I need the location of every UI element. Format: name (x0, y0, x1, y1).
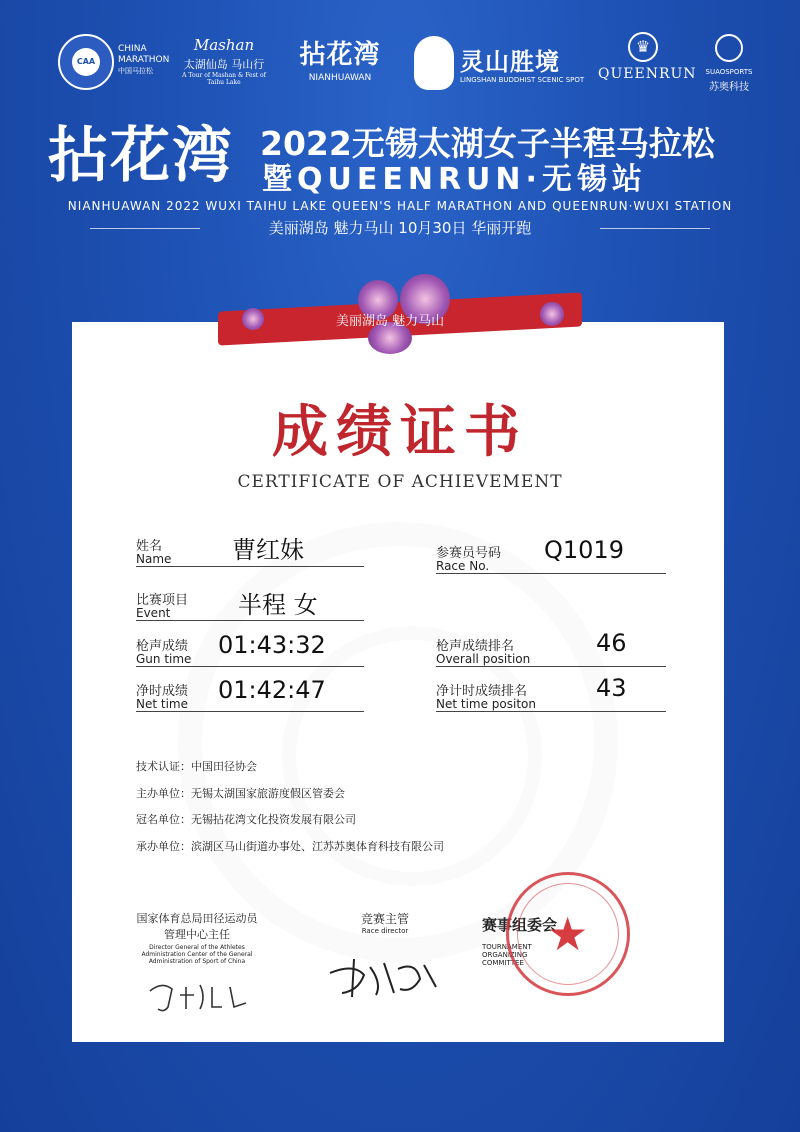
director-general-title-cn: 国家体育总局田径运动员 (136, 912, 258, 925)
lingshan-logo-text-cn: 灵山胜境 (460, 48, 560, 76)
mashan-logo-text: Mashan (193, 36, 255, 54)
event-slogan: 美丽湖岛 魅力马山 10月30日 华丽开跑 (0, 216, 800, 240)
star-icon: ★ (547, 907, 589, 961)
field-net-time (136, 678, 364, 712)
china-marathon-logo-text-cn: 中国马拉松 (118, 67, 153, 75)
committee-title-cn: 赛事组委会 (482, 916, 558, 934)
official-seal-stamp (506, 872, 630, 996)
nianhuawan-logo-text-cn: 拈花湾 (299, 40, 381, 70)
organizer-line: 技术认证：中国田径协会 (136, 760, 257, 773)
race-director-block (330, 910, 440, 1005)
director-general-title-cn: 管理中心主任 (164, 928, 230, 941)
field-underline (136, 666, 364, 667)
organizer-line: 主办单位：无锡太湖国家旅游度假区管委会 (136, 787, 345, 800)
mashan-logo (178, 36, 270, 86)
field-overall-position (436, 629, 666, 667)
organizer-line: 冠名单位：无锡拈花湾文化投资发展有限公司 (136, 813, 356, 826)
sponsor-logo-bar (0, 28, 800, 100)
queenrun-logo (598, 32, 697, 82)
mashan-logo-text-cn: 太湖仙岛 马山行 (183, 58, 265, 71)
field-label-en: Race No. (436, 559, 490, 573)
certificate-title: 成绩证书 (272, 399, 528, 465)
flower-icon (540, 302, 564, 326)
lingshan-logo-text-en: LINGSHAN BUDDHIST SCENIC SPOT (460, 76, 585, 84)
lingshan-logo (414, 34, 598, 94)
field-value: 01:42:47 (218, 676, 326, 704)
ribbon-text: 美丽湖岛 魅力马山 (336, 314, 445, 329)
china-marathon-logo (118, 44, 176, 77)
field-event (136, 587, 364, 621)
field-gun-time (136, 633, 364, 667)
field-value: 半程 女 (238, 591, 318, 619)
director-general-signature (142, 977, 252, 1017)
race-director-signature (324, 953, 444, 1001)
caa-logo (58, 34, 114, 90)
field-label-en: Overall position (436, 652, 531, 666)
committee-title-en: COMMITTEE (482, 959, 524, 967)
field-label-cn: 姓名 (136, 539, 163, 554)
field-net-position (436, 674, 666, 712)
field-race-no (436, 536, 666, 574)
director-general-title-en: Administration of Sport of China (148, 958, 246, 965)
race-director-title-cn: 竞赛主管 (360, 912, 409, 926)
field-label-cn: 净计时成绩排名 (436, 684, 528, 699)
field-label-cn: 比赛项目 (136, 593, 189, 608)
committee-title-en: TOURNAMENT ORGANIZING (482, 943, 532, 959)
suaosports-emblem-icon (715, 34, 743, 62)
mashan-logo-subtext: A Tour of Mashan & Fest of Taihu Lake (182, 72, 266, 86)
queenrun-logo-text: QUEENRUN (598, 66, 697, 82)
event-title-line1: 2022无锡太湖女子半程马拉松 (260, 124, 715, 163)
field-label-en: Net time (136, 697, 188, 711)
flower-icon (242, 308, 264, 330)
china-marathon-logo-text: CHINA MARATHON (118, 44, 170, 65)
field-value: 43 (596, 674, 627, 702)
race-director-title-en: Race director (361, 927, 409, 935)
field-underline (436, 573, 666, 574)
suaosports-logo (698, 34, 760, 93)
field-underline (136, 711, 364, 712)
nianhuawan-logo-text-en: NIANHUAWAN (308, 73, 372, 83)
director-general-block (122, 910, 272, 1021)
event-title-line2: 暨QUEENRUN·无锡站 (262, 162, 647, 197)
nianhuawan-logo (270, 34, 410, 83)
field-value: 01:43:32 (218, 631, 326, 659)
caa-logo-text: CAA (72, 48, 100, 76)
field-label-en: Net time positon (436, 697, 537, 711)
suaosports-logo-text-en: SUAOSPORTS (705, 68, 753, 76)
field-label-en: Gun time (136, 652, 192, 666)
organizer-line: 承办单位：滨湖区马山街道办事处、江苏苏奥体育科技有限公司 (136, 840, 444, 853)
field-underline (436, 666, 666, 667)
field-name (136, 535, 364, 567)
field-label-cn: 枪声成绩 (136, 639, 189, 654)
field-label-cn: 参赛员号码 (436, 546, 502, 561)
field-label-cn: 净时成绩 (136, 684, 189, 699)
crown-icon: ♛ (628, 32, 658, 62)
director-general-title-en: Director General of the Athletes (149, 944, 245, 951)
field-label-en: Event (136, 606, 171, 620)
field-value: Q1019 (544, 536, 624, 564)
buddha-hand-icon (414, 36, 454, 90)
field-underline (136, 566, 364, 567)
director-general-title-en: Administration Center of the General (141, 951, 253, 958)
field-underline (136, 620, 364, 621)
ribbon-banner (218, 288, 582, 352)
field-label-cn: 枪声成绩排名 (436, 639, 515, 654)
field-value: 46 (596, 629, 627, 657)
certificate-subtitle: CERTIFICATE OF ACHIEVEMENT (237, 472, 563, 492)
field-value: 曹红妹 (232, 536, 304, 564)
event-title-english: NIANHUAWAN 2022 WUXI TAIHU LAKE QUEEN'S HALF MARATHON AND QUEENRUN·WUXI STATION (67, 199, 733, 213)
field-label-en: Name (136, 552, 172, 566)
field-underline (436, 711, 666, 712)
suaosports-logo-text-cn: 苏奥科技 (709, 82, 749, 93)
brand-title: 拈花湾 (48, 121, 234, 191)
